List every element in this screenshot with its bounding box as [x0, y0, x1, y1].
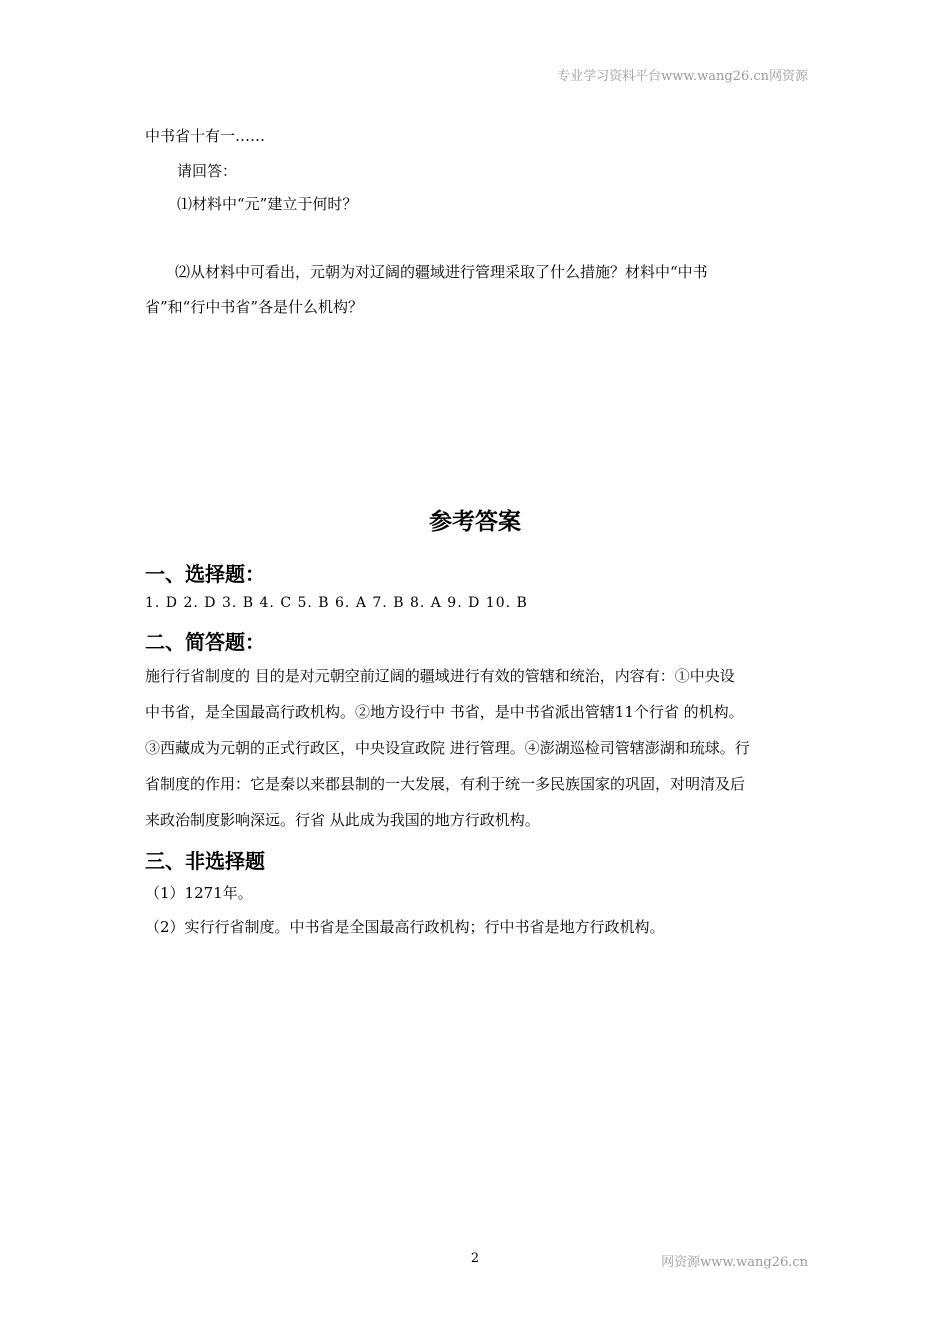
header-watermark: 专业学习资料平台www.wang26.cn网资源 [557, 69, 808, 84]
section-2-heading: 二、简答题： [145, 630, 265, 654]
section-1-heading: 一、选择题： [145, 562, 265, 586]
section-2-line: 中书省，是全国最高行政机构。②地方设行中 书省，是中书省派出管辖11个行省 的机构。 [145, 703, 744, 721]
section-3-answer-2: （2）实行行省制度。中书省是全国最高行政机构；行中书省是地方行政机构。 [145, 918, 665, 936]
question-1: ⑴材料中“元”建立于何时？ [177, 195, 358, 213]
question-2-line-1: ⑵从材料中可看出，元朝为对辽阔的疆域进行管理采取了什么措施？材料中“中书 [175, 263, 708, 281]
section-3-answer-1: （1）1271年。 [145, 884, 253, 902]
multiple-choice-answers: 1. D 2. D 3. B 4. C 5. B 6. A 7. B 8. A 9. D 10. B [145, 595, 528, 611]
answer-key-title: 参考答案 [429, 509, 521, 535]
section-2-line: 来政治制度影响深远。行省 从此成为我国的地方行政机构。 [145, 811, 540, 829]
footer-watermark: 网资源www.wang26.cn [661, 1255, 808, 1270]
section-3-heading: 三、非选择题 [145, 849, 265, 873]
section-2-line: 施行行省制度的 目的是对元朝空前辽阔的疆域进行有效的管辖和统治，内容有：①中央设 [145, 667, 735, 685]
material-tail-text: 中书省十有一…… [145, 127, 266, 145]
section-2-line: 省制度的作用：它是秦以来郡县制的一大发展，有利于统一多民族国家的巩固，对明清及后 [145, 775, 746, 793]
question-prompt: 请回答： [177, 162, 238, 180]
question-2-line-2: 省”和“行中书省”各是什么机构？ [145, 298, 364, 316]
section-2-line: ③西藏成为元朝的正式行政区，中央设宣政院 进行管理。④澎湖巡检司管辖澎湖和琉球。行 [145, 739, 750, 757]
page-number: 2 [470, 1251, 480, 1266]
